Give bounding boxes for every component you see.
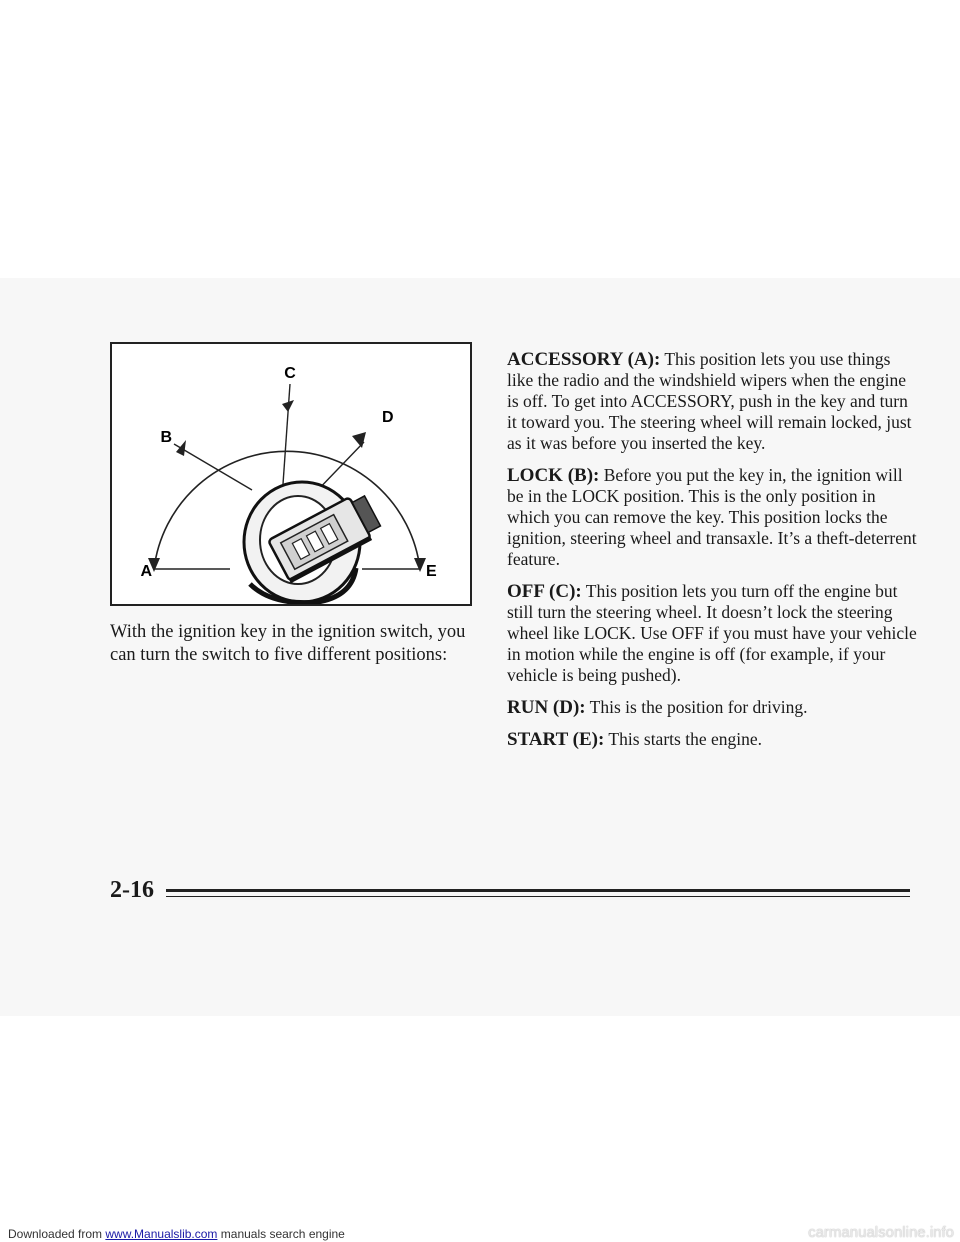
- arrow-c-icon: [282, 400, 294, 412]
- radial-line-b: [174, 444, 252, 490]
- arrow-e-icon: [414, 558, 426, 572]
- desc-lock: Before you put the key in, the ignition will be in the LOCK position. This is the only position in which you can remove the key. This position locks the ignition, steering wheel and transaxle. It’s a theft-deterrent feature.: [507, 465, 917, 569]
- position-start: [507, 729, 917, 750]
- desc-accessory: This position lets you use things like the radio and the windshield wipers when the engine is off. To get into ACCESSORY, push in the key and turn it toward you. The steering wheel will remain locked, just as it was before you inserted the key.: [507, 349, 912, 453]
- position-accessory: [507, 349, 917, 454]
- footer-suffix: manuals search engine: [217, 1227, 345, 1241]
- manualslib-link[interactable]: www.Manualslib.com: [105, 1227, 218, 1241]
- desc-start: This starts the engine.: [604, 729, 762, 749]
- arrow-b-icon: [176, 440, 186, 456]
- term-lock: LOCK (B):: [507, 465, 600, 486]
- desc-off: This position lets you turn off the engine but still turn the steering wheel. It doesn’t lock the steering wheel like LOCK. Use OFF if you must have your vehicle in motion while the engine is off (for example, if your vehicle is being pushed).: [507, 581, 917, 685]
- download-footer: [8, 1227, 345, 1241]
- term-run: RUN (D):: [507, 697, 586, 718]
- page-rule-thin: [166, 896, 910, 897]
- ignition-diagram: [110, 342, 472, 606]
- desc-run: This is the position for driving.: [585, 697, 808, 717]
- label-d: D: [382, 409, 394, 426]
- site-watermark: carmanualsonline.info: [808, 1224, 954, 1241]
- label-c: C: [284, 365, 296, 382]
- position-off: [507, 581, 917, 686]
- arrow-d-icon: [352, 432, 366, 448]
- position-lock: [507, 465, 917, 570]
- footer-prefix: Downloaded from: [8, 1227, 106, 1241]
- label-a: A: [140, 563, 152, 580]
- page-number: 2-16: [110, 877, 154, 903]
- page-rule-thick: [166, 889, 910, 892]
- label-e: E: [426, 563, 437, 580]
- position-run: [507, 697, 917, 718]
- ignition-switch-illustration: [112, 344, 470, 604]
- radial-line-c: [283, 384, 290, 484]
- term-off: OFF (C):: [507, 581, 582, 602]
- label-b: B: [160, 429, 172, 446]
- position-descriptions: [507, 349, 917, 761]
- figure-caption: With the ignition key in the ignition switch, you can turn the switch to five different positions:: [110, 622, 466, 665]
- term-start: START (E):: [507, 729, 605, 750]
- term-accessory: ACCESSORY (A):: [507, 349, 661, 370]
